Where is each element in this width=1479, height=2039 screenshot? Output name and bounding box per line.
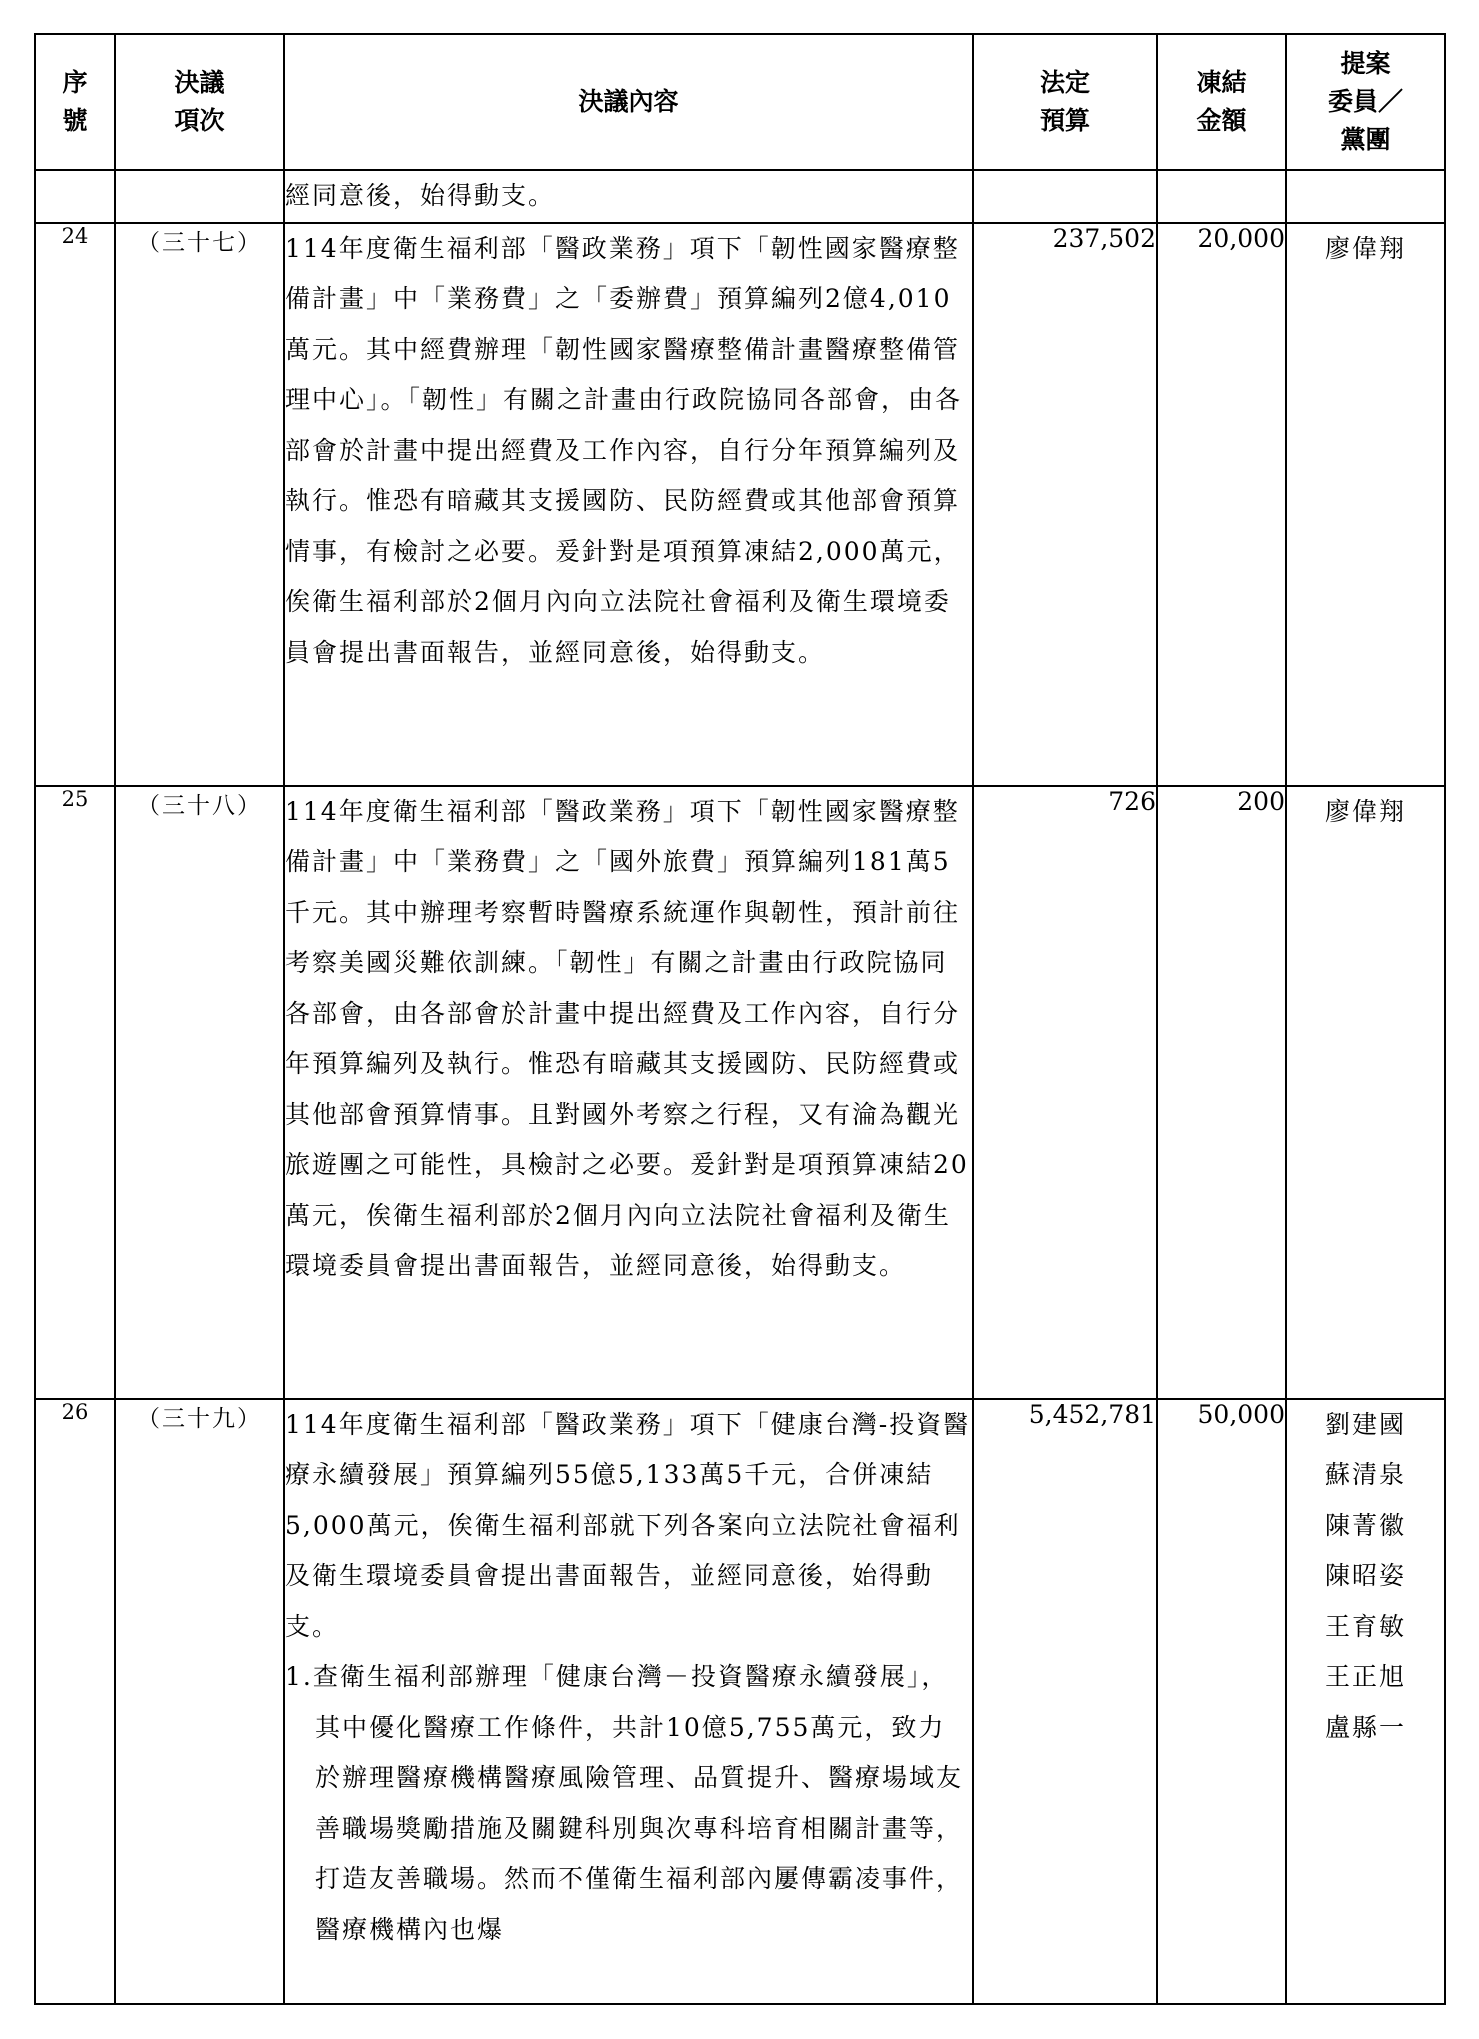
- table-row: [35, 786, 1445, 1399]
- row-proposers: 劉建國 蘇清泉 陳菁徽 陳昭姿 王育敏 王正旭 盧縣一: [1286, 1399, 1445, 2004]
- row-budget: 237,502: [973, 223, 1157, 786]
- header-content: 決議內容: [284, 34, 973, 170]
- header-proposer: 提案 委員／ 黨團: [1286, 34, 1445, 170]
- row-frozen: 50,000: [1157, 1399, 1286, 2004]
- row-content: 114年度衛生福利部「醫政業務」項下「韌性國家醫療整備計畫」中「業務費」之「國外旅費」預算編列181萬5千元。其中辦理考察暫時醫療系統運作與韌性，預計前往考察美國災難依訓練。「韌性」有關之計畫由行政院協同各部會，由各部會於計畫中提出經費及工作內容，自行分年預算編列及執行。惟恐有暗藏其支援國防、民防經費或其他部會預算情事。且對國外考察之行程，又有淪為觀光旅遊團之可能性，具檢討之必要。爰針對是項預算凍結20萬元，俟衛生福利部於2個月內向立法院社會福利及衛生環境委員會提出書面報告，並經同意後，始得動支。: [284, 786, 973, 1399]
- row-frozen: 20,000: [1157, 223, 1286, 786]
- resolution-table: [34, 33, 1446, 2005]
- continuation-row: [35, 170, 1445, 223]
- row-item: （三十九）: [115, 1399, 284, 2004]
- continuation-content: 經同意後，始得動支。: [284, 170, 973, 223]
- row-item: （三十七）: [115, 223, 284, 786]
- row-frozen: 200: [1157, 786, 1286, 1399]
- row-budget: 726: [973, 786, 1157, 1399]
- row-seq: 25: [35, 786, 115, 1399]
- row-seq: 24: [35, 223, 115, 786]
- row-proposers: 廖偉翔: [1286, 223, 1445, 786]
- header-seq: 序 號: [35, 34, 115, 170]
- row-seq: 26: [35, 1399, 115, 2004]
- header-item: 決議 項次: [115, 34, 284, 170]
- row-sub-item: 1.查衛生福利部辦理「健康台灣－投資醫療永續發展」，其中優化醫療工作條件，共計10億5,755萬元，致力於辦理醫療機構醫療風險管理、品質提升、醫療場域友善職場獎勵措施及關鍵科別與次專科培育相關計畫等，打造友善職場。然而不僅衛生福利部內屢傳霸凌事件，醫療機構內也爆: [285, 1662, 964, 1944]
- row-budget: 5,452,781: [973, 1399, 1157, 2004]
- header-budget: 法定 預算: [973, 34, 1157, 170]
- table-row: [35, 1399, 1445, 2004]
- row-content: 114年度衛生福利部「醫政業務」項下「韌性國家醫療整備計畫」中「業務費」之「委辦費」預算編列2億4,010萬元。其中經費辦理「韌性國家醫療整備計畫醫療整備管理中心」。「韌性」有關之計畫由行政院協同各部會，由各部會於計畫中提出經費及工作內容，自行分年預算編列及執行。惟恐有暗藏其支援國防、民防經費或其他部會預算情事，有檢討之必要。爰針對是項預算凍結2,000萬元，俟衛生福利部於2個月內向立法院社會福利及衛生環境委員會提出書面報告，並經同意後，始得動支。: [284, 223, 973, 786]
- row-proposers: 廖偉翔: [1286, 786, 1445, 1399]
- row-item: （三十八）: [115, 786, 284, 1399]
- row-content: 114年度衛生福利部「醫政業務」項下「健康台灣-投資醫療永續發展」預算編列55億5,133萬5千元，合併凍結5,000萬元，俟衛生福利部就下列各案向立法院社會福利及衛生環境委員會提出書面報告，並經同意後，始得動支。 1.查衛生福利部辦理「健康台灣－投資醫療永續發展」，其中優化醫療工作條件，共計10億5,755萬元，致力於辦理醫療機構醫療風險管理、品質提升、醫療場域友善職場獎勵措施及關鍵科別與次專科培育相關計畫等，打造友善職場。然而不僅衛生福利部內屢傳霸凌事件，醫療機構內也爆: [284, 1399, 973, 2004]
- table-row: [35, 223, 1445, 786]
- header-row: [35, 34, 1445, 170]
- header-frozen: 凍結 金額: [1157, 34, 1286, 170]
